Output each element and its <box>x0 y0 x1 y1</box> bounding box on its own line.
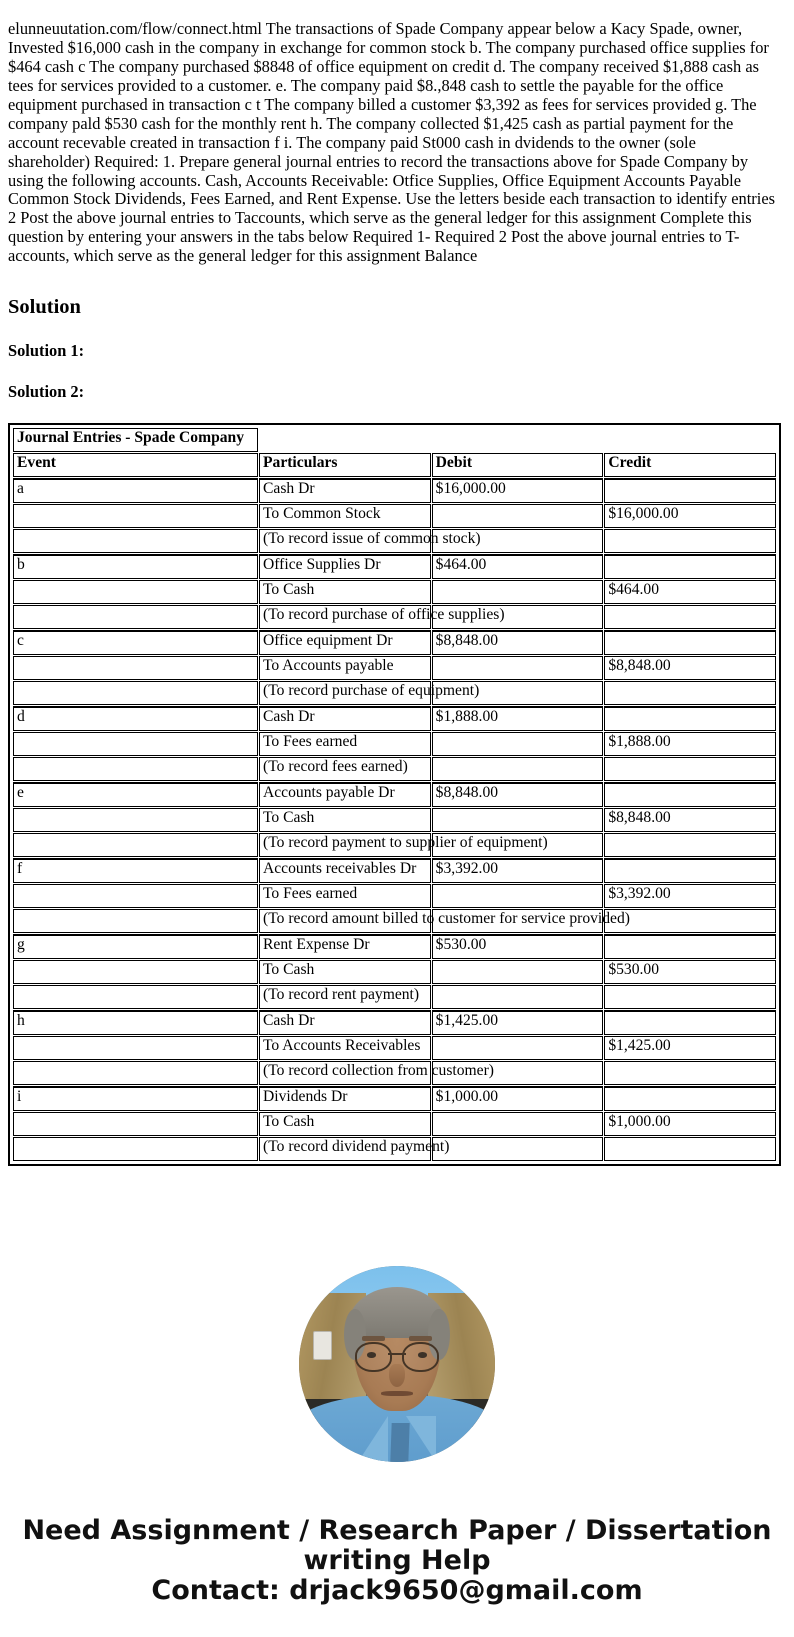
cell-event: c <box>13 630 258 655</box>
cell-event <box>13 580 258 604</box>
cell-particulars: To Fees earned <box>259 732 431 756</box>
promo-footer <box>0 1516 794 1637</box>
cell-debit: $8,848.00 <box>432 630 604 655</box>
solution-1-heading: Solution 1: <box>8 340 85 360</box>
person-eyebrow-left <box>362 1336 386 1341</box>
cell-credit <box>604 1061 776 1085</box>
cell-event <box>13 1036 258 1060</box>
table-row <box>13 706 776 731</box>
table-row <box>13 1137 776 1161</box>
cell-debit <box>432 985 604 1009</box>
journal-table-title-row <box>13 428 776 452</box>
table-row <box>13 681 776 705</box>
cell-event <box>13 757 258 781</box>
column-header-credit: Credit <box>604 453 776 477</box>
cell-particulars: (To record purchase of equipment) <box>259 681 431 705</box>
table-row <box>13 884 776 908</box>
cell-credit: $464.00 <box>604 580 776 604</box>
person-collar-right <box>406 1416 436 1462</box>
promo-line-2: writing Help <box>303 1545 491 1577</box>
solution-2-heading: Solution 2: <box>8 381 85 401</box>
cell-credit <box>604 1086 776 1111</box>
person-photo-avatar <box>299 1266 495 1462</box>
cell-particulars: To Cash <box>259 1112 431 1136</box>
journal-entries-table-wrapper <box>8 423 781 1166</box>
cell-particulars: (To record purchase of office supplies) <box>259 605 431 629</box>
cell-credit <box>604 605 776 629</box>
table-row <box>13 504 776 528</box>
cell-debit <box>432 808 604 832</box>
cell-credit: $1,888.00 <box>604 732 776 756</box>
cell-event <box>13 504 258 528</box>
cell-particulars: (To record amount billed to customer for service provided) <box>259 909 431 933</box>
cell-particulars: To Cash <box>259 960 431 984</box>
cell-credit: $3,392.00 <box>604 884 776 908</box>
cell-credit <box>604 706 776 731</box>
table-row <box>13 782 776 807</box>
cell-credit <box>604 985 776 1009</box>
cell-credit <box>604 554 776 579</box>
table-row <box>13 1061 776 1085</box>
table-row <box>13 478 776 503</box>
cell-event <box>13 732 258 756</box>
person-eyebrow-right <box>409 1336 433 1341</box>
promo-contact-line: Contact: drjack9650@gmail.com <box>151 1575 643 1607</box>
cell-debit: $464.00 <box>432 554 604 579</box>
cell-debit: $530.00 <box>432 934 604 959</box>
cell-debit: $16,000.00 <box>432 478 604 503</box>
problem-statement-paragraph: elunneuutation.com/flow/connect.html The transactions of Spade Company appear below a Kacy Spade, owner, Invested $16,000 cash in the company in exchange for common stock b. The company purchased office supplies for $464 cash c The company purchased $8848 of office equipment on credit d. The company received $1,888 cash as tees for services provided to a customer. e. The company paid $8.,848 cash to settle the payable for the office equipment purchased in transaction c t The company billed a customer $3,392 as fees for services provided g. The company pald $530 cash for the monthly rent h. The company collected $1,425 cash as partial payment for the account recevable created in transaction f i. The company paid St000 cash in dvidends to the owner (sole shareholder) Required: 1. Prepare general journal entries to record the transactions above for Spade Company by using the following accounts. Cash, Accounts Receivable: Otfice Supplies, Office Equipment Accounts Payable Common Stock Dividends, Fees Earned, and Rent Expense. Use the letters beside each transaction to identify entries 2 Post the above journal entries to Taccounts, which serve as the general ledger for this assignment Complete this question by entering your answers in the tabs below Required 1- Required 2 Post the above journal entries to T-accounts, which serve as the general ledger for this assignment Balance <box>8 19 775 266</box>
cell-debit <box>432 580 604 604</box>
cell-particulars: Office equipment Dr <box>259 630 431 655</box>
table-row <box>13 985 776 1009</box>
cell-credit <box>604 1010 776 1035</box>
table-row <box>13 656 776 680</box>
cell-debit: $3,392.00 <box>432 858 604 883</box>
cell-credit: $8,848.00 <box>604 656 776 680</box>
cell-credit: $8,848.00 <box>604 808 776 832</box>
cell-event: b <box>13 554 258 579</box>
cell-debit <box>432 960 604 984</box>
cell-event: d <box>13 706 258 731</box>
column-header-event: Event <box>13 453 258 477</box>
cell-event: f <box>13 858 258 883</box>
cell-event <box>13 960 258 984</box>
journal-table-body <box>13 428 776 1161</box>
promo-line-1: Need Assignment / Research Paper / Dissertation <box>22 1514 772 1546</box>
cell-particulars: To Accounts Receivables <box>259 1036 431 1060</box>
cell-event: e <box>13 782 258 807</box>
title-row-spacer-credit <box>604 428 776 452</box>
cell-event <box>13 681 258 705</box>
table-row <box>13 808 776 832</box>
cell-event <box>13 833 258 857</box>
cell-credit <box>604 1137 776 1161</box>
cell-debit: $1,888.00 <box>432 706 604 731</box>
cell-event: h <box>13 1010 258 1035</box>
cell-debit <box>432 1112 604 1136</box>
cell-event <box>13 1137 258 1161</box>
table-row <box>13 605 776 629</box>
table-row <box>13 1010 776 1035</box>
table-row <box>13 580 776 604</box>
column-header-particulars: Particulars <box>259 453 431 477</box>
table-row <box>13 529 776 553</box>
eyeglasses-lens-left <box>355 1342 392 1371</box>
solution-heading: Solution <box>8 296 81 319</box>
cell-particulars: To Accounts payable <box>259 656 431 680</box>
cell-credit: $530.00 <box>604 960 776 984</box>
cell-event <box>13 1112 258 1136</box>
cell-particulars: Office Supplies Dr <box>259 554 431 579</box>
title-row-spacer-particulars <box>259 428 431 452</box>
cell-particulars: Cash Dr <box>259 478 431 503</box>
cell-particulars: Cash Dr <box>259 1010 431 1035</box>
cell-particulars: Rent Expense Dr <box>259 934 431 959</box>
cell-particulars: (To record fees earned) <box>259 757 431 781</box>
cell-particulars: To Cash <box>259 808 431 832</box>
cell-debit <box>432 1137 604 1161</box>
table-row <box>13 934 776 959</box>
cell-event <box>13 605 258 629</box>
table-row <box>13 757 776 781</box>
cell-credit: $1,000.00 <box>604 1112 776 1136</box>
cell-event: g <box>13 934 258 959</box>
person-nose <box>389 1364 405 1388</box>
cell-event <box>13 656 258 680</box>
cell-event <box>13 884 258 908</box>
person-collar-left <box>358 1416 388 1462</box>
cell-credit <box>604 681 776 705</box>
cell-debit <box>432 757 604 781</box>
cell-credit <box>604 478 776 503</box>
cell-credit <box>604 858 776 883</box>
cell-debit <box>432 656 604 680</box>
cell-particulars: (To record dividend payment) <box>259 1137 431 1161</box>
cell-particulars: (To record payment to supplier of equipment) <box>259 833 431 857</box>
cell-debit <box>432 1036 604 1060</box>
cell-debit <box>432 884 604 908</box>
cell-debit <box>432 504 604 528</box>
cell-event <box>13 808 258 832</box>
column-header-debit: Debit <box>432 453 604 477</box>
cell-event <box>13 985 258 1009</box>
table-row <box>13 554 776 579</box>
journal-table-header-row <box>13 453 776 477</box>
cell-particulars: Dividends Dr <box>259 1086 431 1111</box>
cell-credit <box>604 934 776 959</box>
cell-debit: $8,848.00 <box>432 782 604 807</box>
table-row <box>13 1086 776 1111</box>
cell-particulars: (To record collection from customer) <box>259 1061 431 1085</box>
person-mouth <box>381 1391 412 1396</box>
cell-particulars: To Fees earned <box>259 884 431 908</box>
cell-credit <box>604 529 776 553</box>
cell-event <box>13 529 258 553</box>
title-row-spacer-debit <box>432 428 604 452</box>
cell-particulars: Accounts receivables Dr <box>259 858 431 883</box>
table-row <box>13 960 776 984</box>
cell-event <box>13 1061 258 1085</box>
table-row <box>13 732 776 756</box>
journal-entries-table <box>12 427 777 1162</box>
cell-credit <box>604 757 776 781</box>
photo-background-switch <box>313 1331 333 1360</box>
table-row <box>13 909 776 933</box>
cell-credit: $1,425.00 <box>604 1036 776 1060</box>
table-row <box>13 833 776 857</box>
eyeglasses-bridge <box>388 1353 406 1355</box>
cell-debit <box>432 732 604 756</box>
cell-credit <box>604 630 776 655</box>
cell-particulars: To Common Stock <box>259 504 431 528</box>
eyeglasses-lens-right <box>402 1342 439 1371</box>
cell-particulars: Cash Dr <box>259 706 431 731</box>
journal-table-title: Journal Entries - Spade Company <box>13 428 258 452</box>
cell-credit <box>604 833 776 857</box>
cell-event <box>13 909 258 933</box>
cell-particulars: Accounts payable Dr <box>259 782 431 807</box>
cell-credit <box>604 909 776 933</box>
table-row <box>13 1036 776 1060</box>
table-row <box>13 630 776 655</box>
cell-event: i <box>13 1086 258 1111</box>
cell-particulars: (To record rent payment) <box>259 985 431 1009</box>
cell-particulars: (To record issue of common stock) <box>259 529 431 553</box>
cell-debit: $1,425.00 <box>432 1010 604 1035</box>
table-row <box>13 1112 776 1136</box>
table-row <box>13 858 776 883</box>
cell-credit <box>604 782 776 807</box>
person-tie <box>390 1423 409 1462</box>
cell-particulars: To Cash <box>259 580 431 604</box>
cell-event: a <box>13 478 258 503</box>
avatar-section <box>0 1266 794 1466</box>
cell-credit: $16,000.00 <box>604 504 776 528</box>
cell-debit: $1,000.00 <box>432 1086 604 1111</box>
